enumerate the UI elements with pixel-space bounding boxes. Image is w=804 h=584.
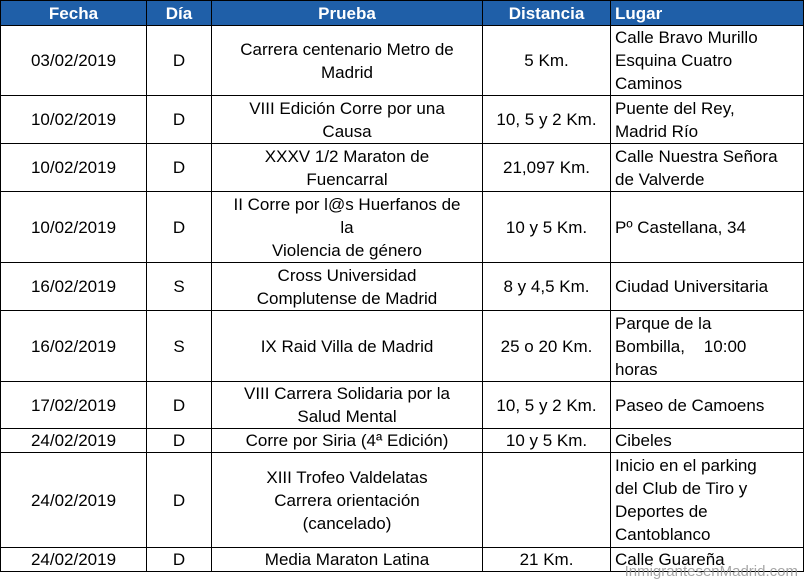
cell-distancia: 8 y 4,5 Km. <box>483 263 611 311</box>
header-dia: Día <box>147 1 212 26</box>
cell-fecha: 03/02/2019 <box>1 26 147 96</box>
cell-lugar: Pº Castellana, 34 <box>611 192 804 263</box>
cell-fecha: 24/02/2019 <box>1 548 147 572</box>
cell-dia: D <box>147 382 212 429</box>
cell-distancia: 5 Km. <box>483 26 611 96</box>
cell-lugar: Inicio en el parking del Club de Tiro y Deportes de Cantoblanco <box>611 453 804 548</box>
header-lugar: Lugar <box>611 1 804 26</box>
table-row <box>1 263 804 311</box>
cell-dia: D <box>147 26 212 96</box>
cell-distancia: 21 Km. <box>483 548 611 572</box>
cell-prueba: Corre por Siria (4ª Edición) <box>212 429 483 453</box>
cell-prueba: VIII Carrera Solidaria por la Salud Mental <box>212 382 483 429</box>
cell-dia: D <box>147 144 212 192</box>
cell-dia: S <box>147 263 212 311</box>
cell-fecha: 16/02/2019 <box>1 263 147 311</box>
cell-prueba: II Corre por l@s Huerfanos de la Violencia de género <box>212 192 483 263</box>
cell-prueba: XXXV 1/2 Maraton de Fuencarral <box>212 144 483 192</box>
cell-fecha: 10/02/2019 <box>1 144 147 192</box>
table-row <box>1 96 804 144</box>
table-row <box>1 144 804 192</box>
cell-fecha: 17/02/2019 <box>1 382 147 429</box>
cell-fecha: 24/02/2019 <box>1 453 147 548</box>
cell-distancia: 10, 5 y 2 Km. <box>483 382 611 429</box>
table-row <box>1 192 804 263</box>
cell-dia: D <box>147 453 212 548</box>
table-row <box>1 548 804 572</box>
cell-fecha: 24/02/2019 <box>1 429 147 453</box>
header-distancia: Distancia <box>483 1 611 26</box>
cell-distancia: 10 y 5 Km. <box>483 192 611 263</box>
cell-lugar: Parque de la Bombilla, 10:00 horas <box>611 311 804 382</box>
cell-distancia <box>483 453 611 548</box>
cell-lugar: Puente del Rey, Madrid Río <box>611 96 804 144</box>
cell-distancia: 21,097 Km. <box>483 144 611 192</box>
cell-dia: D <box>147 548 212 572</box>
cell-prueba: Cross Universidad Complutense de Madrid <box>212 263 483 311</box>
cell-lugar: Ciudad Universitaria <box>611 263 804 311</box>
cell-prueba: VIII Edición Corre por una Causa <box>212 96 483 144</box>
cell-distancia: 10, 5 y 2 Km. <box>483 96 611 144</box>
cell-dia: D <box>147 96 212 144</box>
cell-fecha: 10/02/2019 <box>1 96 147 144</box>
cell-prueba: Media Maraton Latina <box>212 548 483 572</box>
header-row <box>1 1 804 26</box>
cell-lugar: Cibeles <box>611 429 804 453</box>
cell-prueba: XIII Trofeo Valdelatas Carrera orientación (cancelado) <box>212 453 483 548</box>
table-row <box>1 429 804 453</box>
table-row <box>1 453 804 548</box>
header-prueba: Prueba <box>212 1 483 26</box>
watermark: InmigrantesenMadrid.com <box>624 563 798 580</box>
header-fecha: Fecha <box>1 1 147 26</box>
cell-distancia: 10 y 5 Km. <box>483 429 611 453</box>
table-row <box>1 26 804 96</box>
cell-lugar: Calle Nuestra Señora de Valverde <box>611 144 804 192</box>
cell-lugar: Paseo de Camoens <box>611 382 804 429</box>
cell-fecha: 10/02/2019 <box>1 192 147 263</box>
cell-dia: D <box>147 192 212 263</box>
cell-dia: S <box>147 311 212 382</box>
cell-lugar: Calle Bravo Murillo Esquina Cuatro Caminos <box>611 26 804 96</box>
cell-distancia: 25 o 20 Km. <box>483 311 611 382</box>
table-row <box>1 311 804 382</box>
cell-prueba: Carrera centenario Metro de Madrid <box>212 26 483 96</box>
table-row <box>1 382 804 429</box>
cell-dia: D <box>147 429 212 453</box>
cell-lugar: Calle Guareña <box>611 548 804 572</box>
cell-fecha: 16/02/2019 <box>1 311 147 382</box>
cell-prueba: IX Raid Villa de Madrid <box>212 311 483 382</box>
